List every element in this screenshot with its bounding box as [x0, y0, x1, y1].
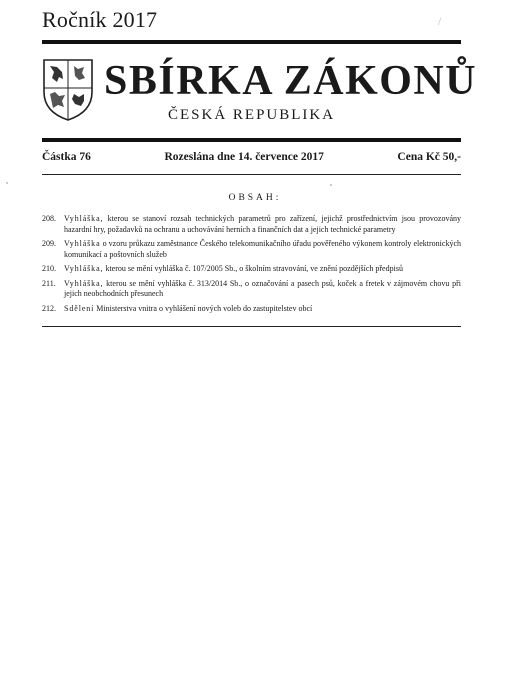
item-text — [64, 304, 461, 315]
contents-heading: OBSAH: — [228, 193, 282, 203]
list-item — [42, 279, 461, 300]
issue-rule — [42, 174, 461, 175]
item-description: kterou se mění vyhláška č. 313/2014 Sb., o označování a pasech psů, koček a fretek v zájmovém chovu při jejich neobchodních přesunech — [64, 278, 461, 298]
list-item — [42, 214, 461, 235]
issue-price: Cena Kč 50,- — [397, 151, 461, 163]
item-type: Vyhláška — [64, 239, 101, 248]
scan-speck — [6, 182, 8, 184]
item-text — [64, 214, 461, 235]
item-text — [64, 279, 461, 300]
item-text — [64, 264, 461, 275]
masthead-rule — [42, 138, 461, 142]
item-type: Vyhláška, — [64, 278, 104, 288]
item-description: o vzoru průkazu zaměstnance Českého telekomunikačního úřadu pověřeného výkonem kontroly elektronických komunikací a poštovních služeb — [64, 239, 461, 259]
item-description: kterou se stanoví rozsah technických parametrů pro zařízení, jejichž prostřednictvím jsou provozovány hazardní hry, požadavků na ochranu a uchovávání herních a finančních dat a jejich technické parametry — [64, 214, 462, 234]
top-rule — [42, 40, 461, 44]
item-type: Sdělení — [64, 303, 95, 313]
item-number: 210. — [42, 264, 56, 273]
scan-speck — [330, 184, 332, 186]
contents-rule — [42, 326, 461, 327]
contents-list — [42, 214, 461, 318]
list-item — [42, 304, 461, 315]
issue-info — [42, 151, 461, 163]
item-number: 211. — [42, 278, 56, 288]
list-item — [42, 239, 461, 260]
country-name: ČESKÁ REPUBLIKA — [168, 107, 336, 123]
item-description: kterou se mění vyhláška č. 107/2005 Sb., o školním stravování, ve znění pozdějších předpisů — [105, 264, 403, 273]
volume-year: Ročník 2017 — [42, 7, 158, 32]
item-number: 212. — [42, 303, 56, 313]
item-type: Vyhláška, — [64, 264, 104, 273]
list-item — [42, 264, 461, 275]
state-emblem-icon — [42, 58, 94, 122]
item-description: Ministerstva vnitra o vyhlášení nových voleb do zastupitelstev obcí — [96, 303, 313, 313]
item-text — [64, 239, 461, 260]
item-type: Vyhláška, — [64, 214, 104, 223]
issue-part: Částka 76 — [42, 151, 91, 163]
gazette-title: SBÍRKA ZÁKONŮ — [104, 58, 478, 104]
item-number: 209. — [42, 239, 56, 248]
issue-date: Rozeslána dne 14. července 2017 — [164, 151, 324, 163]
pencil-mark: / — [438, 14, 442, 28]
item-number: 208. — [42, 214, 56, 223]
